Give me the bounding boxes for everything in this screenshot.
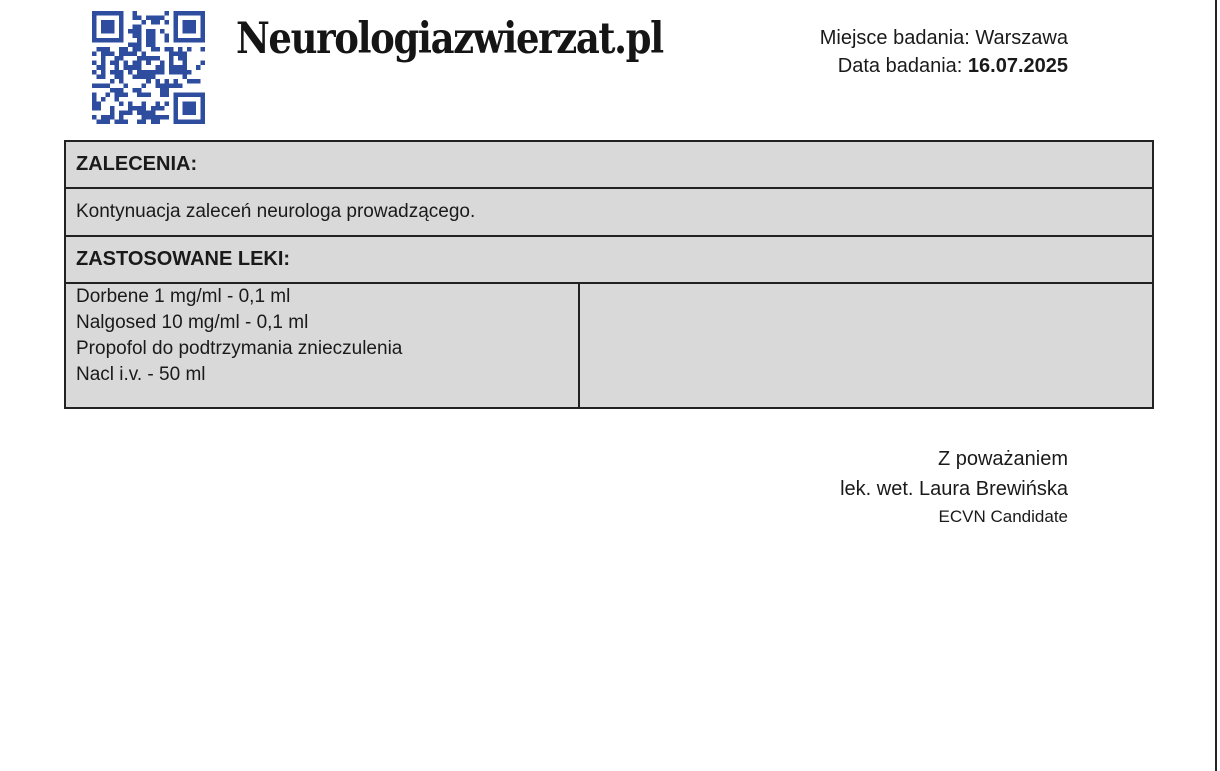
brand-logo: Neurologiazwierzat.pl — [236, 14, 663, 64]
exam-date-value: 16.07.2025 — [967, 55, 1068, 77]
recommendations-heading: ZALECENIA: — [65, 141, 1153, 188]
drugs-list — [65, 283, 579, 408]
drugs-heading: ZASTOSOWANE LEKI: — [65, 236, 1153, 283]
closing-greeting: Z poważaniem — [937, 448, 1068, 470]
drug-item: Nacl i.v. - 50 ml — [76, 364, 206, 385]
drugs-heading-row — [65, 236, 1153, 283]
drugs-empty-cell — [579, 283, 1153, 408]
recommendations-heading-row — [65, 141, 1153, 188]
recommendations-row — [65, 188, 1153, 236]
closing — [840, 444, 1068, 530]
recommendations-text: Kontynuacja zaleceń neurologa prowadzącego. — [65, 188, 1153, 236]
exam-meta — [820, 24, 1068, 80]
signatory-title: ECVN Candidate — [938, 507, 1068, 526]
exam-date-label: Data badania: — [837, 55, 963, 77]
exam-place — [820, 24, 1068, 52]
exam-date — [820, 52, 1068, 80]
signatory-name: lek. wet. Laura Brewińska — [840, 478, 1068, 500]
page-edge — [1215, 0, 1217, 771]
qr-code-icon — [92, 11, 205, 124]
drugs-row — [65, 283, 1153, 408]
drug-item: Nalgosed 10 mg/ml - 0,1 ml — [76, 312, 309, 333]
exam-place-value: Warszawa — [975, 27, 1068, 49]
exam-place-label: Miejsce badania: — [819, 27, 970, 49]
drug-item: Dorbene 1 mg/ml - 0,1 ml — [76, 286, 291, 307]
drug-item: Propofol do podtrzymania znieczulenia — [76, 338, 403, 359]
report-table — [64, 140, 1154, 409]
